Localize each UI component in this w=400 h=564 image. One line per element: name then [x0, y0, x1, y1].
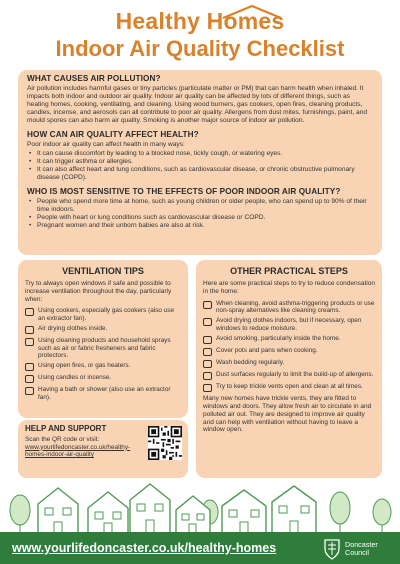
- checklist-item[interactable]: Dust surfaces regularly to limit the build-up of allergens.: [203, 371, 375, 380]
- sensitive-heading: WHO IS MOST SENSITIVE TO THE EFFECTS OF POOR INDOOR AIR QUALITY?: [27, 186, 341, 196]
- checklist-item[interactable]: Using cookers, especially gas cookers (also use an extractor fan).: [25, 307, 181, 322]
- checklist-item[interactable]: When cleaning, avoid asthma-triggering products or use non-spray alternatives like cleaning creams.: [203, 300, 375, 315]
- list-item: • People who spend more time at home, such as young children or older people, who can spend up to 90% of their time indoors.: [27, 198, 373, 214]
- checklist-item[interactable]: Using cleaning products and household sprays such as air or fabric fresheners and fabric protectors.: [25, 337, 181, 359]
- checklist-item[interactable]: Avoid smoking, particularly inside the home.: [203, 335, 375, 344]
- checklist-item[interactable]: Avoid drying clothes indoors, but if necessary, open windows to reduce moisture.: [203, 317, 375, 332]
- list-item: • Pregnant women and their unborn babies are also at risk.: [27, 222, 373, 230]
- checklist-item[interactable]: Try to keep trickle vents open and clean at all times.: [203, 383, 375, 392]
- checkbox-icon[interactable]: [25, 338, 34, 346]
- footer-bar: [0, 532, 400, 564]
- checklist-item[interactable]: Wash bedding regularly.: [203, 359, 375, 368]
- health-heading: HOW CAN AIR QUALITY AFFECT HEALTH?: [27, 130, 199, 140]
- checklist-item[interactable]: Using candles or incense.: [25, 374, 181, 383]
- help-panel: [18, 420, 188, 478]
- trickle-vents-note: Many new homes have trickle vents, they are fitted to windows and doors. They allow fresh air to circulate in and polluted air out. They are designed to improve air quality and can help with ventilation without having to leave a window open.: [203, 395, 372, 434]
- council-logo: [322, 538, 378, 560]
- sensitive-list: [27, 198, 373, 230]
- checklist-item[interactable]: Using open fires, or gas heaters.: [25, 362, 181, 371]
- council-name-line2: Council: [345, 548, 369, 557]
- checkbox-icon[interactable]: [25, 387, 34, 395]
- council-crest-icon: [322, 538, 342, 560]
- checkbox-icon[interactable]: [203, 348, 212, 356]
- practical-intro: Here are some practical steps to try to reduce condensation in the home:: [203, 280, 375, 295]
- help-heading: HELP AND SUPPORT: [25, 424, 107, 433]
- checkbox-icon[interactable]: [203, 372, 212, 380]
- ventilation-panel: [18, 260, 188, 418]
- list-item: • People with heart or lung conditions such as cardiovascular disease or COPD.: [27, 214, 373, 222]
- checkbox-icon[interactable]: [25, 308, 34, 316]
- qr-code-icon[interactable]: [148, 426, 182, 460]
- page-title: Healthy Homes: [115, 8, 285, 34]
- checkbox-icon[interactable]: [203, 318, 212, 326]
- checklist-item[interactable]: Having a bath or shower (also use an extractor fan).: [25, 386, 181, 401]
- checkbox-icon[interactable]: [203, 384, 212, 392]
- checklist-item[interactable]: Air drying clothes inside.: [25, 325, 181, 334]
- council-name-line1: Doncaster: [345, 540, 378, 549]
- ventilation-intro: Try to always open windows if safe and possible to increase ventilation throughout the day, particularly when:: [25, 280, 172, 303]
- list-item: • It can cause discomfort by leading to a blocked nose, tickly cough, or watering eyes.: [27, 150, 373, 158]
- house-illustration: [0, 480, 400, 534]
- list-item: • It can trigger asthma or allergies.: [27, 158, 373, 166]
- help-text: Scan the QR code or visit:: [25, 436, 100, 443]
- causes-heading: WHAT CAUSES AIR POLLUTION?: [27, 74, 161, 83]
- page-subtitle: Indoor Air Quality Checklist: [55, 36, 345, 61]
- ventilation-heading: VENTILATION TIPS: [62, 266, 144, 276]
- checkbox-icon[interactable]: [203, 336, 212, 344]
- checkbox-icon[interactable]: [25, 375, 34, 383]
- health-intro: Poor indoor air quality can affect health in many ways:: [27, 141, 185, 149]
- checklist-item[interactable]: Cover pots and pans when cooking.: [203, 347, 375, 356]
- footer-link[interactable]: www.yourlifedoncaster.co.uk/healthy-homes: [12, 541, 277, 555]
- help-link[interactable]: www.yourlifedoncaster.co.uk/healthy-homes-indoor-air-quality: [25, 443, 131, 459]
- checkbox-icon[interactable]: [203, 301, 212, 309]
- health-list: [27, 150, 373, 182]
- info-panel: [18, 70, 382, 255]
- practical-heading: OTHER PRACTICAL STEPS: [230, 266, 348, 276]
- list-item: • It can also affect heart and lung conditions, such as cardiovascular disease, or chronic obstructive pulmonary disease (COPD).: [27, 166, 373, 182]
- checkbox-icon[interactable]: [25, 326, 34, 334]
- practical-steps-panel: [196, 260, 382, 478]
- checkbox-icon[interactable]: [203, 360, 212, 368]
- causes-body: Air pollution includes harmful gases or tiny particles (particulate matter or PM) that can harm health when inhaled. It impacts both indoor and outdoor air quality. Indoor air quality can be affected by lots of different things, such as heating homes, cooking, ventilating, and cleaning. Using wood burners, gas cookers, open fires, cleaning products, candles, incense, and aerosols can all contribute to poor air quality. Allergens from dust mites, furnishings, paint, and mould spores can also harm air quality. Smoking is another major source of indoor air pollution.: [27, 85, 368, 125]
- checkbox-icon[interactable]: [25, 363, 34, 371]
